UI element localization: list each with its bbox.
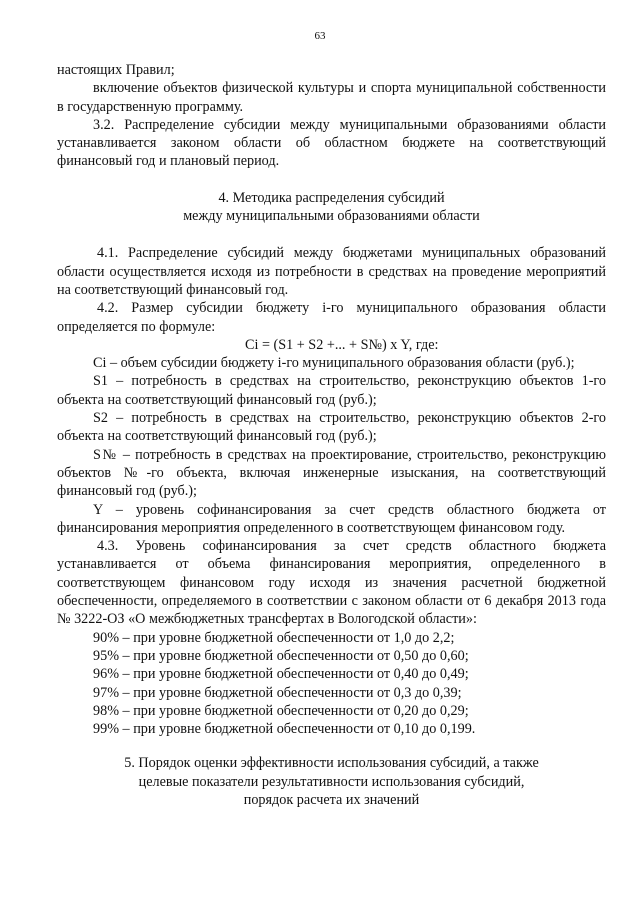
section-4-heading — [57, 189, 606, 226]
cofinancing-level: 99% – при уровне бюджетной обеспеченности от 0,10 до 0,199. — [93, 721, 476, 738]
cofinancing-level: 98% – при уровне бюджетной обеспеченности от 0,20 до 0,29; — [93, 702, 469, 719]
heading-line: 5. Порядок оценки эффективности использования субсидий, а также — [124, 755, 539, 772]
definition: S1 – потребность в средствах на строительство, реконструкцию объектов 1-го объекта на соответствующий финансовый год (руб.); — [57, 373, 606, 408]
cofinancing-level: 90% – при уровне бюджетной обеспеченности от 1,0 до 2,2; — [93, 629, 455, 646]
definition: S№ – потребность в средствах на проектирование, строительство, реконструкцию объектов №-го объекта, включая инженерные изыскания, на соответствующий финансовый год (руб.); — [57, 446, 606, 500]
paragraph: включение объектов физической культуры и спорта муниципальной собственности в государственную программу. — [57, 80, 606, 115]
paragraph: 4.1. Распределение субсидий между бюджетами муниципальных образований области осуществляется исходя из потребности в средствах на проведение мероприятий на соответствующий финансовый год. — [57, 245, 606, 298]
heading-line: порядок расчета их значений — [243, 791, 420, 808]
heading-line: между муниципальными образованиями области — [183, 208, 480, 225]
paragraph: 3.2. Распределение субсидии между муниципальными образованиями области устанавливается законом области об областном бюджете на соответствующий финансовый год и плановый период. — [57, 116, 606, 170]
cofinancing-level: 95% – при уровне бюджетной обеспеченности от 0,50 до 0,60; — [93, 647, 469, 664]
paragraph: настоящих Правил; — [57, 62, 175, 78]
document-body — [57, 61, 606, 809]
section-5-heading — [57, 754, 606, 809]
heading-line: 4. Методика распределения субсидий — [218, 189, 445, 206]
paragraph: 4.2. Размер субсидии бюджету i-го муниципального образования области определяется по формуле: — [57, 300, 606, 335]
page-number: 63 — [314, 30, 326, 42]
cofinancing-level: 96% – при уровне бюджетной обеспеченности от 0,40 до 0,49; — [93, 666, 469, 683]
definition: Ci – объем субсидии бюджету i-го муниципального образования области (руб.); — [93, 355, 575, 372]
definition: Y – уровень софинансирования за счет средств областного бюджета от финансирования мероприятия определенного в соответствующем финансовом году. — [57, 501, 606, 536]
paragraph: 4.3. Уровень софинансирования за счет средств областного бюджета устанавливается от объема финансирования мероприятия, определенного в соответствующем финансовом году исходя из значения расчетной бюджетной обеспеченности, определяемого в соответствии с законом области от 6 декабря 2013 года № 3222-ОЗ «О межбюджетных трансфертах в Вологодской области»: — [57, 538, 606, 628]
definition: S2 – потребность в средствах на строительство, реконструкцию объектов 2-го объекта на соответствующий финансовый год (руб.); — [57, 410, 606, 445]
cofinancing-level: 97% – при уровне бюджетной обеспеченности от 0,3 до 0,39; — [93, 684, 462, 701]
formula: Ci = (S1 + S2 +... + S№) x Y, где: — [245, 336, 439, 353]
heading-line: целевые показатели результативности использования субсидий, — [138, 773, 525, 790]
